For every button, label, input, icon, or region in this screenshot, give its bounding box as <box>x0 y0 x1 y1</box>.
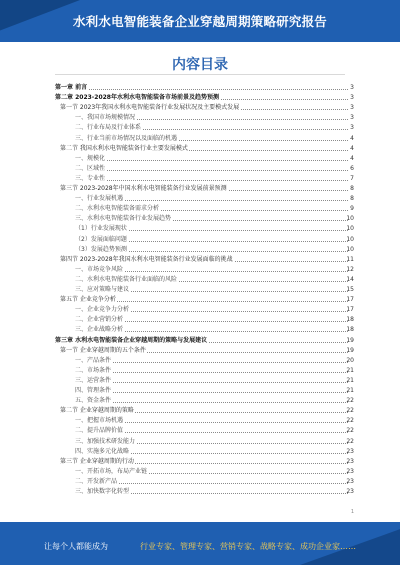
toc-entry-page: 22 <box>346 427 354 435</box>
toc-leader-dots <box>75 372 348 373</box>
toc-entry-label: 三、水利水电智能装备行业发展趋势 <box>75 215 172 223</box>
toc-entry-page: 21 <box>346 387 354 394</box>
toc-entry-page: 23 <box>346 467 354 475</box>
toc-entry-label: （1）行业发展现状 <box>75 225 127 233</box>
toc-entry[interactable] <box>0 155 400 163</box>
toc-entry[interactable] <box>0 296 400 304</box>
toc-entry-label: 一、产品条件 <box>75 356 112 364</box>
toc-entry[interactable] <box>0 387 400 395</box>
toc-entry-label: 第二节 企业穿越周期的策略 <box>60 407 134 415</box>
toc-entry-page: 6 <box>350 164 354 172</box>
report-header <box>0 0 400 42</box>
toc-entry[interactable] <box>0 124 400 132</box>
toc-entry-page: 23 <box>346 447 354 455</box>
toc-leader-dots <box>75 402 348 403</box>
toc-entry-page: 20 <box>346 356 354 364</box>
toc-entry-page: 9 <box>350 205 354 213</box>
toc-entry[interactable] <box>0 256 400 264</box>
toc-entry-label: 二、市场条件 <box>75 366 112 374</box>
toc-entry-page: 21 <box>346 366 354 374</box>
toc-entry[interactable] <box>0 205 400 213</box>
toc-entry[interactable] <box>0 266 400 274</box>
toc-entry[interactable] <box>0 94 400 102</box>
toc-entry-page: 18 <box>346 326 354 334</box>
footer-slogan-lead: 让每个人都能成为 <box>44 542 108 551</box>
toc-entry[interactable] <box>0 347 400 355</box>
toc-entry-label: 三、行业当前市场情况以及面临的机遇 <box>75 134 178 142</box>
toc-entry[interactable] <box>0 478 400 486</box>
toc-leader-dots <box>75 170 348 171</box>
toc-entry-label: 二、开发新产品 <box>75 477 118 485</box>
toc-entry-label: 第三节 2023-2028年中国水利水电智能装备行业发展前景预测 <box>60 185 227 192</box>
toc-entry-page: 15 <box>346 286 354 293</box>
report-title: 水利水电智能装备企业穿越周期策略研究报告 <box>72 14 327 29</box>
toc-entry-page: 21 <box>346 376 354 384</box>
toc-entry[interactable] <box>0 276 400 284</box>
toc-entry-page: 10 <box>346 225 354 233</box>
toc-entry-page: 22 <box>346 417 354 425</box>
toc-entry-page: 3 <box>350 84 354 91</box>
toc-entry-page: 10 <box>346 235 354 243</box>
toc-entry-page: 22 <box>346 407 354 415</box>
toc-entry-label: 一、市场竞争风险 <box>75 265 124 273</box>
toc-entry-page: 22 <box>346 397 354 405</box>
toc-entry-page: 11 <box>346 255 354 263</box>
toc-entry-label: 三、加强技术研发能力 <box>75 437 136 445</box>
table-of-contents <box>0 84 400 514</box>
toc-entry-page: 19 <box>346 346 354 354</box>
toc-entry[interactable] <box>0 215 400 223</box>
toc-entry-page: 10 <box>346 215 354 223</box>
toc-entry-label: 第三章 水利水电智能装备企业穿越周期的策略与发展建议 <box>55 336 208 344</box>
toc-entry[interactable] <box>0 407 400 415</box>
toc-entry[interactable] <box>0 114 400 122</box>
toc-entry[interactable] <box>0 488 400 496</box>
toc-entry-page: 12 <box>346 265 354 273</box>
report-footer <box>0 522 400 565</box>
toc-entry-label: 二、提升品牌价值 <box>75 427 124 435</box>
toc-entry[interactable] <box>0 165 400 173</box>
toc-leader-dots <box>75 180 348 181</box>
toc-entry[interactable] <box>0 225 400 233</box>
toc-entry-label: 二、企业营销分析 <box>75 316 124 324</box>
toc-entry-label: 三、运营条件 <box>75 376 112 384</box>
toc-entry-label: 五、资金条件 <box>75 397 112 405</box>
toc-entry[interactable] <box>0 286 400 294</box>
toc-entry-page: 23 <box>346 488 354 495</box>
page-number: 1 <box>350 509 354 515</box>
toc-entry-page: 3 <box>350 124 354 132</box>
toc-entry-page: 8 <box>350 185 354 192</box>
toc-entry[interactable] <box>0 306 400 314</box>
toc-entry-page: 3 <box>350 114 354 122</box>
toc-leader-dots <box>75 382 348 383</box>
toc-entry-label: （2）发展面临问题 <box>75 235 127 243</box>
toc-entry-page: 23 <box>346 477 354 485</box>
toc-entry-label: 第四节 2023-2028年我国水利水电智能装备行业发展面临的挑战 <box>60 255 233 263</box>
toc-entry-page: 18 <box>346 316 354 324</box>
toc-entry-page: 4 <box>350 154 354 162</box>
toc-entry-label: 三、企业战略分析 <box>75 326 124 334</box>
toc-entry[interactable] <box>0 438 400 446</box>
toc-entry[interactable] <box>0 367 400 375</box>
toc-entry[interactable] <box>0 145 400 153</box>
toc-leader-dots <box>55 89 348 90</box>
toc-entry-label: 一、企业竞争力分析 <box>75 306 130 314</box>
toc-entry-label: 一、我国市场规模情况 <box>75 114 136 122</box>
toc-entry-label: 第五节 企业竞争分析 <box>60 296 116 304</box>
toc-leader-dots <box>75 362 348 363</box>
toc-entry-page: 3 <box>350 94 354 102</box>
toc-entry[interactable] <box>0 236 400 244</box>
toc-entry[interactable] <box>0 316 400 324</box>
toc-entry-page: 4 <box>350 144 354 152</box>
toc-entry-page: 4 <box>350 134 354 142</box>
toc-entry-label: （3）发展趋势预测 <box>75 245 127 253</box>
toc-entry[interactable] <box>0 246 400 254</box>
toc-entry[interactable] <box>0 427 400 435</box>
toc-entry-page: 7 <box>350 174 354 182</box>
toc-entry-label: 四、实施多元化战略 <box>75 447 130 455</box>
toc-entry-page: 22 <box>346 437 354 445</box>
toc-entry-label: 一、行业发展机遇 <box>75 195 124 203</box>
toc-entry-label: 二、水利水电智能装备行业面临的风险 <box>75 275 178 283</box>
toc-entry-page: 17 <box>346 306 354 314</box>
toc-entry-label: 一、规模化 <box>75 154 106 162</box>
toc-entry[interactable] <box>0 377 400 385</box>
toc-entry-label: 一、把握市场机遇 <box>75 417 124 425</box>
toc-entry-page: 3 <box>350 104 354 112</box>
toc-entry[interactable] <box>0 417 400 425</box>
toc-entry-label: 一、开拓市场，布局产业链 <box>75 467 148 475</box>
toc-title: 内容目录 <box>172 57 228 73</box>
toc-entry-label: 三、专业性 <box>75 174 106 182</box>
toc-entry-label: 第一章 前言 <box>55 84 88 91</box>
toc-entry[interactable] <box>0 135 400 143</box>
toc-entry[interactable] <box>0 337 400 345</box>
toc-entry[interactable] <box>0 104 400 112</box>
toc-entry[interactable] <box>0 185 400 193</box>
toc-leader-dots <box>75 392 348 393</box>
toc-entry-label: 二、区域性 <box>75 164 106 172</box>
toc-entry-label: 第一节 2023年我国水利水电智能装备行业发展状况及主要模式发展 <box>60 104 240 112</box>
toc-entry[interactable] <box>0 448 400 456</box>
toc-entry-page: 17 <box>346 296 354 304</box>
toc-entry[interactable] <box>0 326 400 334</box>
toc-entry[interactable] <box>0 468 400 476</box>
toc-divider <box>55 74 345 75</box>
toc-entry-label: 第二节 我国水利水电智能装备行业主要发展模式 <box>60 144 188 152</box>
toc-entry[interactable] <box>0 175 400 183</box>
footer-slogan-roles: 行业专家、管理专家、营销专家、战略专家、成功企业家…… <box>140 542 356 551</box>
toc-entry-label: 三、应对策略与建议 <box>75 286 130 293</box>
toc-entry[interactable] <box>0 458 400 466</box>
toc-entry-page: 14 <box>346 275 354 283</box>
toc-entry[interactable] <box>0 397 400 405</box>
toc-entry-page: 10 <box>346 245 354 253</box>
toc-entry-label: 第二章 2023-2028年水利水电智能装备市场前景及趋势预测 <box>55 94 219 102</box>
toc-entry[interactable] <box>0 195 400 203</box>
toc-entry-label: 三、加快数字化转型 <box>75 488 130 495</box>
toc-entry-label: 第三节 企业穿越周期的行动 <box>60 457 134 465</box>
toc-leader-dots <box>75 160 348 161</box>
toc-entry[interactable] <box>0 84 400 92</box>
toc-entry-label: 第一节 企业穿越周期的五个条件 <box>60 346 146 354</box>
toc-entry[interactable] <box>0 357 400 365</box>
toc-entry-page: 19 <box>346 336 354 344</box>
toc-entry-page: 23 <box>346 457 354 465</box>
toc-entry-label: 二、行业布局及行业体系 <box>75 124 142 132</box>
toc-entry-page: 8 <box>350 195 354 203</box>
toc-entry-label: 四、管理条件 <box>75 387 112 394</box>
toc-entry-label: 二、水利水电智能装备需求分析 <box>75 205 160 213</box>
